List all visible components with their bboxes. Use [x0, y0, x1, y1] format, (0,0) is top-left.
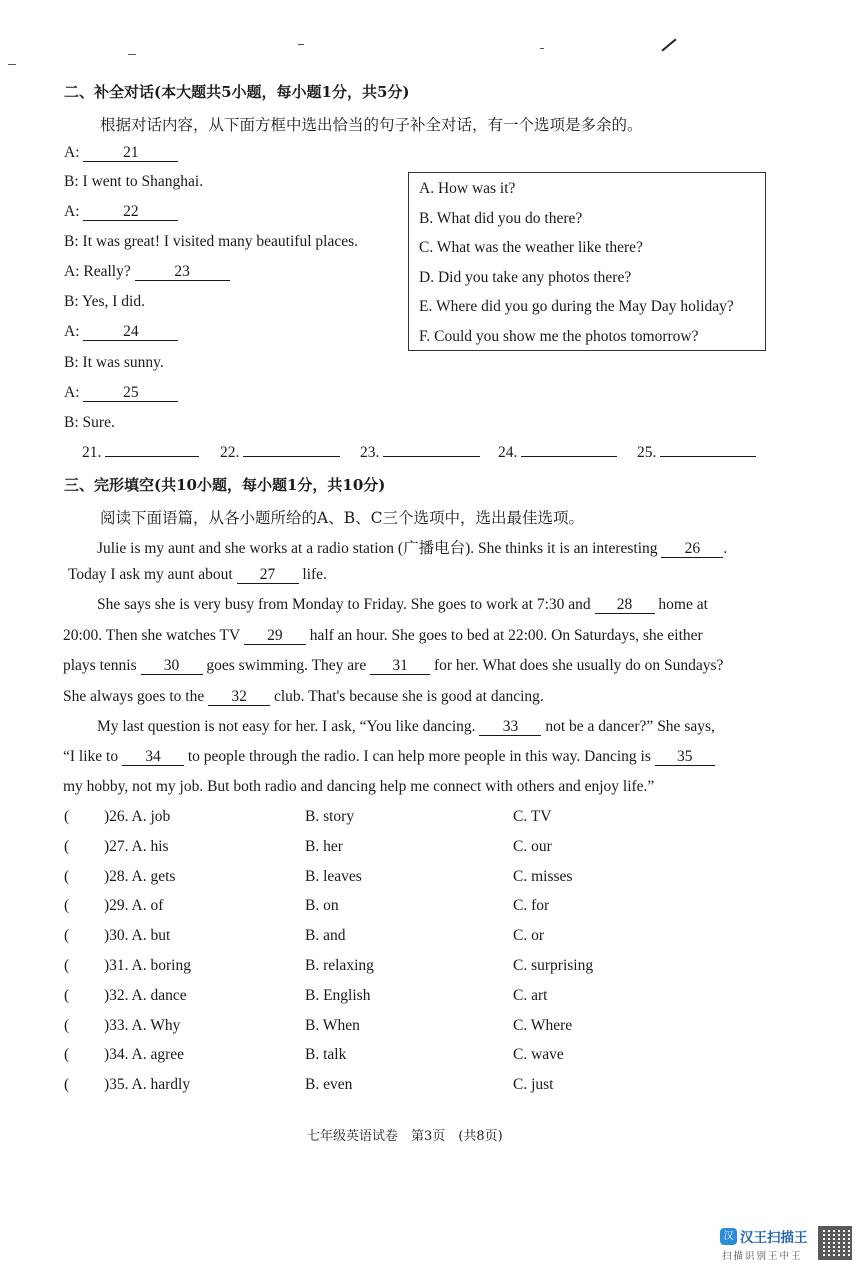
- passage-text: Today I ask my aunt about: [68, 566, 233, 583]
- question-option-a: )29. A. of: [104, 897, 164, 914]
- pen-stroke: [661, 38, 676, 51]
- scanner-title: 汉王扫描王: [740, 1230, 808, 1246]
- answer-paren: (: [64, 838, 70, 855]
- answer-blank-25[interactable]: [660, 456, 756, 457]
- dialogue-text: I went to Shanghai.: [82, 173, 204, 190]
- answer-paren: (: [64, 808, 70, 825]
- answer-paren: (: [64, 868, 70, 885]
- blank-28[interactable]: 28: [595, 597, 655, 614]
- dialogue-line-5: [64, 263, 230, 281]
- blank-23[interactable]: 23: [135, 264, 230, 281]
- question-option-b: B. even: [305, 1076, 353, 1093]
- question-option-a: )26. A. job: [104, 808, 171, 825]
- question-option-b: B. her: [305, 838, 343, 855]
- blank-27[interactable]: 27: [237, 567, 299, 584]
- dialogue-line-10: [64, 414, 115, 432]
- question-option-b: B. story: [305, 808, 355, 825]
- scanner-subtitle: 扫描识别王中王: [722, 1251, 803, 1262]
- blank-31[interactable]: 31: [370, 658, 430, 675]
- scan-mark: [540, 48, 544, 49]
- answer-blank-21[interactable]: [105, 456, 199, 457]
- passage-text: home at: [658, 596, 708, 613]
- answer-paren: (: [64, 1076, 70, 1093]
- speaker: B:: [64, 293, 79, 310]
- speaker: A:: [64, 263, 80, 280]
- question-option-a: )31. A. boring: [104, 957, 191, 974]
- answer-slot-25: [637, 444, 756, 462]
- section2-instruction: 根据对话内容，从下面方框中选出恰当的句子补全对话，有一个选项是多余的。: [100, 116, 643, 134]
- passage-text: life.: [302, 566, 327, 583]
- answer-paren: (: [64, 927, 70, 944]
- dialogue-text: It was great! I visited many beautiful places.: [82, 233, 358, 250]
- dialogue-line-3: [64, 203, 178, 221]
- passage-text: Julie is my aunt and she works at a radio station (广播电台). She thinks it is an interesting: [97, 540, 658, 557]
- passage-line-9: my hobby, not my job. But both radio and dancing help me connect with others and enjoy life.”: [63, 778, 655, 795]
- question-option-c: C. TV: [513, 808, 552, 825]
- slot-label: 24.: [498, 444, 518, 461]
- option-f: F. Could you show me the photos tomorrow?: [419, 328, 699, 345]
- passage-line-7: [97, 718, 715, 736]
- question-option-c: C. our: [513, 838, 552, 855]
- question-option-c: C. misses: [513, 868, 573, 885]
- question-option-a: )27. A. his: [104, 838, 169, 855]
- scan-mark: [8, 64, 16, 65]
- scanner-logo-icon: 汉: [720, 1228, 737, 1245]
- passage-text: not be a dancer?” She says,: [545, 718, 715, 735]
- speaker: B:: [64, 414, 79, 431]
- speaker: B:: [64, 233, 79, 250]
- scan-mark: [298, 44, 304, 45]
- dialogue-line-9: [64, 384, 178, 402]
- slot-label: 22.: [220, 444, 240, 461]
- question-option-b: B. When: [305, 1017, 360, 1034]
- speaker: B:: [64, 354, 79, 371]
- section3-heading: 三、完形填空(共10小题，每小题1分，共10分): [64, 476, 386, 494]
- blank-22[interactable]: 22: [83, 204, 178, 221]
- scan-mark: [128, 54, 136, 55]
- question-option-c: C. wave: [513, 1046, 564, 1063]
- answer-blank-22[interactable]: [243, 456, 340, 457]
- dialogue-line-8: [64, 354, 164, 372]
- speaker: A:: [64, 203, 80, 220]
- slot-label: 25.: [637, 444, 657, 461]
- options-box: [408, 172, 766, 351]
- answer-slot-22: [220, 444, 340, 462]
- blank-35[interactable]: 35: [655, 749, 715, 766]
- answer-slot-23: [360, 444, 480, 462]
- question-option-b: B. talk: [305, 1046, 347, 1063]
- speaker: A:: [64, 384, 80, 401]
- passage-line-4: [63, 627, 703, 645]
- passage-line-6: [63, 688, 544, 706]
- passage-line-1: [97, 536, 727, 558]
- blank-24[interactable]: 24: [83, 324, 178, 341]
- option-c: C. What was the weather like there?: [419, 239, 643, 256]
- dialogue-text: It was sunny.: [82, 354, 164, 371]
- dialogue-line-7: [64, 323, 178, 341]
- question-option-b: B. leaves: [305, 868, 362, 885]
- option-a: A. How was it?: [419, 180, 516, 197]
- passage-text: .: [723, 540, 728, 557]
- answer-slot-24: [498, 444, 617, 462]
- question-option-c: C. for: [513, 897, 550, 914]
- speaker: A:: [64, 144, 80, 161]
- section3-instruction: 阅读下面语篇，从各小题所给的A、B、C三个选项中，选出最佳选项。: [100, 509, 584, 527]
- blank-30[interactable]: 30: [141, 658, 203, 675]
- passage-text: My last question is not easy for her. I ask, “You like dancing.: [97, 718, 476, 735]
- option-b: B. What did you do there?: [419, 210, 583, 227]
- dialogue-line-1: [64, 144, 178, 162]
- scanner-watermark: [720, 1226, 860, 1276]
- dialogue-text: Really?: [83, 263, 131, 280]
- passage-line-8: [63, 748, 715, 766]
- question-option-a: )33. A. Why: [104, 1017, 181, 1034]
- passage-line-3: [97, 596, 708, 614]
- question-option-b: B. relaxing: [305, 957, 374, 974]
- passage-text: goes swimming. They are: [206, 657, 367, 674]
- question-option-c: C. or: [513, 927, 544, 944]
- passage-text: plays tennis: [63, 657, 137, 674]
- option-d: D. Did you take any photos there?: [419, 269, 632, 286]
- answer-paren: (: [64, 1017, 70, 1034]
- passage-text: 20:00. Then she watches TV: [63, 627, 240, 644]
- question-option-c: C. Where: [513, 1017, 573, 1034]
- page-footer: 七年级英语试卷 第3页 (共8页): [307, 1129, 503, 1144]
- question-option-a: )32. A. dance: [104, 987, 187, 1004]
- passage-text: She says she is very busy from Monday to Friday. She goes to work at 7:30 and: [97, 596, 591, 613]
- slot-label: 23.: [360, 444, 380, 461]
- question-option-c: C. art: [513, 987, 548, 1004]
- answer-blank-24[interactable]: [521, 456, 617, 457]
- question-option-b: B. and: [305, 927, 346, 944]
- blank-21[interactable]: 21: [83, 145, 178, 162]
- blank-34[interactable]: 34: [122, 749, 184, 766]
- answer-paren: (: [64, 957, 70, 974]
- qr-code-icon: [818, 1226, 852, 1260]
- blank-26[interactable]: 26: [661, 541, 723, 558]
- answer-blank-23[interactable]: [383, 456, 480, 457]
- passage-line-5: [63, 657, 723, 675]
- question-option-c: C. just: [513, 1076, 554, 1093]
- passage-text: to people through the radio. I can help more people in this way. Dancing is: [187, 748, 651, 765]
- question-option-b: B. on: [305, 897, 339, 914]
- passage-text: She always goes to the: [63, 688, 205, 705]
- passage-text: for her. What does she usually do on Sundays?: [433, 657, 724, 674]
- question-option-b: B. English: [305, 987, 371, 1004]
- question-option-a: )35. A. hardly: [104, 1076, 191, 1093]
- passage-line-2: [68, 566, 327, 584]
- blank-29[interactable]: 29: [244, 628, 306, 645]
- speaker: B:: [64, 173, 79, 190]
- passage-text: “I like to: [63, 748, 119, 765]
- speaker: A:: [64, 323, 80, 340]
- dialogue-line-6: [64, 293, 145, 311]
- slot-label: 21.: [82, 444, 102, 461]
- dialogue-text: Yes, I did.: [81, 293, 145, 310]
- answer-slot-21: [82, 444, 199, 462]
- passage-text: half an hour. She goes to bed at 22:00. On Saturdays, she either: [309, 627, 703, 644]
- answer-paren: (: [64, 897, 70, 914]
- blank-25[interactable]: 25: [83, 385, 178, 402]
- question-option-c: C. surprising: [513, 957, 594, 974]
- answer-paren: (: [64, 987, 70, 1004]
- answer-paren: (: [64, 1046, 70, 1063]
- blank-32[interactable]: 32: [208, 689, 270, 706]
- question-option-a: )28. A. gets: [104, 868, 176, 885]
- question-option-a: )30. A. but: [104, 927, 171, 944]
- passage-text: club. That's because she is good at dancing.: [273, 688, 544, 705]
- option-e: E. Where did you go during the May Day holiday?: [419, 298, 734, 315]
- section2-heading: 二、补全对话(本大题共5小题，每小题1分，共5分): [64, 83, 410, 101]
- question-option-a: )34. A. agree: [104, 1046, 185, 1063]
- dialogue-line-2: [64, 173, 203, 191]
- dialogue-text: Sure.: [82, 414, 115, 431]
- dialogue-line-4: [64, 233, 358, 251]
- blank-33[interactable]: 33: [479, 719, 541, 736]
